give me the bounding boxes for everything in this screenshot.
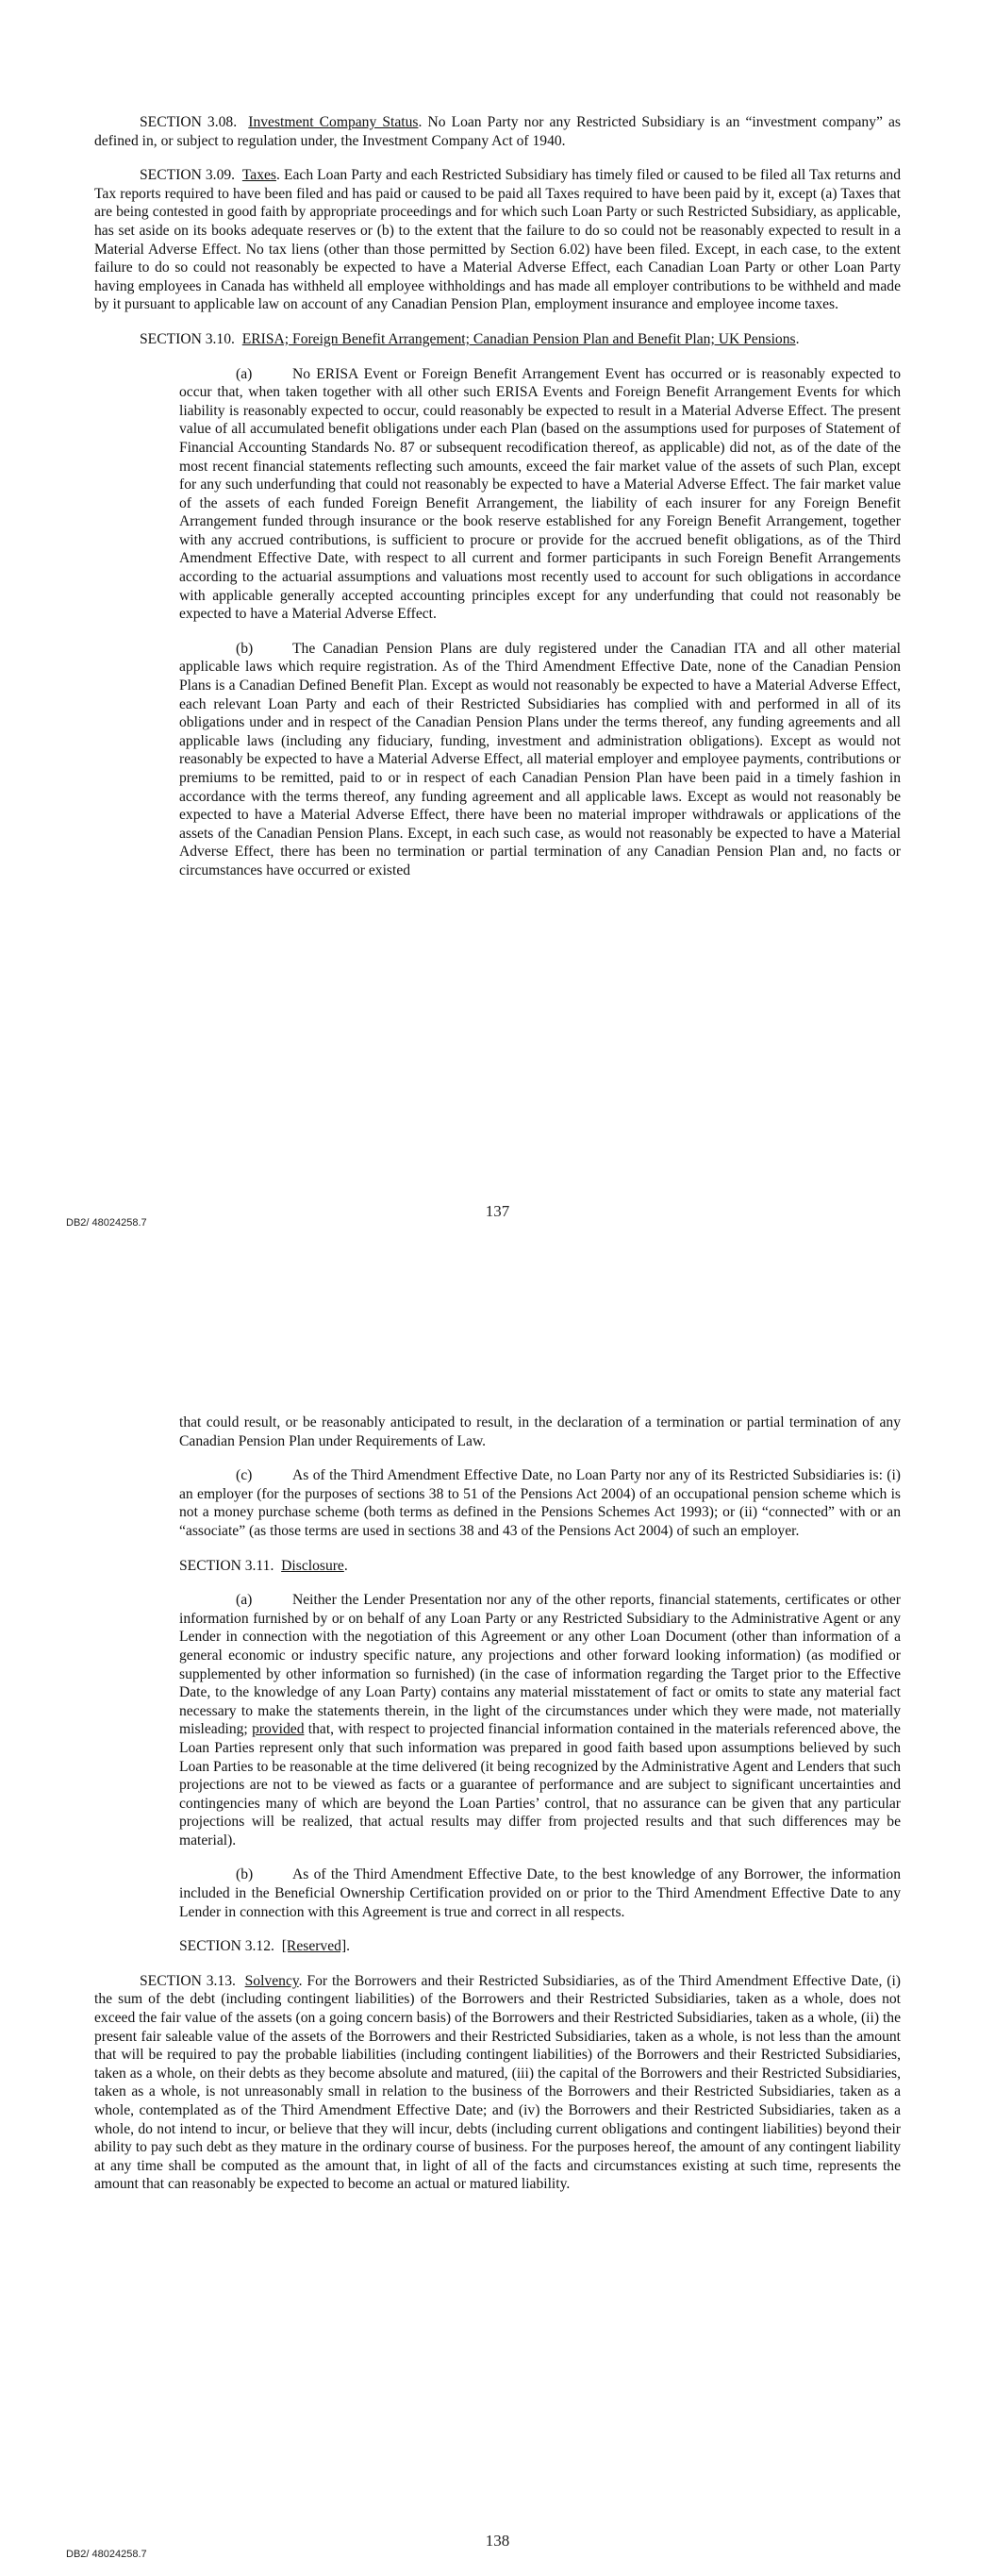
page-number: 137 bbox=[485, 1202, 510, 1220]
clause-label: (b) bbox=[236, 1866, 254, 1883]
section-3-09 bbox=[94, 166, 901, 314]
page-number: 138 bbox=[485, 2532, 510, 2550]
section-tail: . bbox=[795, 330, 800, 347]
page-137 bbox=[0, 0, 995, 1269]
clause-label: (a) bbox=[236, 365, 253, 382]
section-body: . No Loan Party nor any Restricted Subsidiary is an “investment company” as defined in, or subject to regulation under, the Investment Company Act of 1940. bbox=[94, 114, 902, 149]
section-body: . For the Borrowers and their Restricted Subsidiaries, as of the Third Amendment Effective Date, (i) the sum of the debt (including contingent liabilities) of the Borrowers and their Restricted Subsidiaries, taken as a whole, does not exceed the fair value of the assets (on a going concern basis) of the Borrowers and their Restricted Subsidiaries, taken as a whole, (ii) the present fair saleable value of the assets of the Borrowers and their Restricted Subsidiaries, taken as a whole, is not less than the amount that will be required to pay the probable liabilities (including contingent liabilities) of the Borrowers and their Restricted Subsidiaries, taken as a whole, on their debts as they become absolute and matured, (iii) the capital of the Borrowers and their Restricted Subsidiaries, taken as a whole, is not unreasonably small in relation to the business of the Borrowers and their Restricted Subsidiaries, taken as a whole, contemplated as of the Third Amendment Effective Date; and (iv) the Borrowers and their Restricted Subsidiaries, taken as a whole, do not intend to incur, or believe that they will incur, debts (including current obligations and contingent liabilities) beyond their ability to pay such debt as they mature in the ordinary course of business. For the purposes hereof, the amount of any contingent liability at any time shall be computed as the amount that, in light of all of the facts and circumstances existing at such time, represents the amount that can reasonably be expected to become an actual or matured liability. bbox=[94, 1972, 901, 2193]
section-number: SECTION 3.10. bbox=[140, 330, 235, 347]
section-number: SECTION 3.08. bbox=[140, 114, 238, 130]
document-id: DB2/ 48024258.7 bbox=[66, 2549, 147, 2560]
section-number: SECTION 3.13. bbox=[140, 1972, 236, 1989]
section-number: SECTION 3.11. bbox=[179, 1557, 274, 1574]
clause-label: (c) bbox=[236, 1467, 253, 1484]
continuation-text: that could result, or be reasonably anticipated to result, in the declaration of a termination or partial termination of any Canadian Pension Plan under Requirements of Law. bbox=[179, 1414, 901, 1449]
section-3-10-b bbox=[179, 640, 901, 880]
section-3-11-b bbox=[179, 1865, 901, 1921]
section-title: Investment Company Status bbox=[248, 114, 419, 130]
section-3-13 bbox=[94, 1972, 901, 2194]
section-3-10 bbox=[94, 330, 901, 349]
clause-body-before: Neither the Lender Presentation nor any of the other reports, financial statements, certificates or other information furnished by or on behalf of any Loan Party or any Restricted Subsidiary to the Administrative Agent or any Lender in connection with the negotiation of this Agreement or any other Loan Document (other than information of a general economic or industry specific nature, any projections and other forward looking information) (as modified or supplemented by other information so furnished) (in the case of information regarding the Target prior to the Effective Date, to the knowledge of any Loan Party) contains any material misstatement of fact or omits to state any material fact necessary to make the statements therein, in the light of the circumstances under which they were made, not materially misleading; bbox=[179, 1592, 901, 1738]
page-138 bbox=[0, 1269, 995, 2576]
section-3-10-c bbox=[179, 1466, 901, 1540]
section-3-12 bbox=[179, 1937, 901, 1956]
section-number: SECTION 3.09. bbox=[140, 167, 236, 184]
section-tail: . bbox=[346, 1938, 351, 1955]
section-3-11 bbox=[179, 1557, 901, 1576]
section-title: Solvency bbox=[244, 1972, 299, 1989]
clause-body: As of the Third Amendment Effective Date, to the best knowledge of any Borrower, the information included in the Beneficial Ownership Certification provided on or prior to the Third Amendment Effective Date to any Lender in connection with this Agreement is true and correct in all respects. bbox=[179, 1866, 901, 1920]
section-3-10-a bbox=[179, 365, 901, 624]
section-tail: . bbox=[343, 1557, 348, 1574]
clause-body: No ERISA Event or Foreign Benefit Arrangement Event has occurred or is reasonably expected to occur that, when taken together with all other such ERISA Events and Foreign Benefit Arrangement Events for which liability is reasonably expected to occur, could reasonably be expected to result in a Material Adverse Effect. The present value of all accumulated benefit obligations under each Plan (based on the assumptions used for purposes of Statement of Financial Accounting Standards No. 87 or subsequent recodification thereof, as applicable) did not, as of the date of the most recent financial statements reflecting such amounts, exceed the fair market value of the assets of such Plan, except for any such underfunding that could not reasonably be expected to have a Material Adverse Effect. The fair market value of the assets of each funded Foreign Benefit Arrangement, the liability of each insurer for any Foreign Benefit Arrangement funded through insurance or the book reserve established for any Foreign Benefit Arrangement, together with any accrued contributions, is sufficient to procure or provide for the accrued benefit obligations, as of the Third Amendment Effective Date, with respect to all current and former participants in such Foreign Benefit Arrangements according to the actuarial assumptions and valuations most recently used to account for such obligations in accordance with applicable generally accepted accounting principles except for any underfunding that could not reasonably be expected to have a Material Adverse Effect. bbox=[179, 365, 901, 623]
page-137-content bbox=[94, 113, 901, 896]
section-body: . Each Loan Party and each Restricted Subsidiary has timely filed or caused to be filed all Tax returns and Tax reports required to have been filed and has paid or caused to be paid all Taxes required to have been paid by it, except (a) Taxes that are being contested in good faith by appropriate proceedings and for which such Loan Party or such Restricted Subsidiary, as applicable, has set aside on its books adequate reserves or (b) to the extent that the failure to do so could not be reasonably expected to result in a Material Adverse Effect. No tax liens (other than those permitted by Section 6.02) have been filed. Except, in each case, to the extent failure to do so could not reasonably be expected to have a Material Adverse Effect, each Canadian Loan Party or other Loan Party having employees in Canada has withheld all employee withholdings and has made all employer contributions to be withheld and made by it pursuant to applicable law on account of any Canadian Pension Plan, employment insurance and employee income taxes. bbox=[94, 167, 901, 313]
provided-term: provided bbox=[252, 1721, 305, 1738]
section-title: Disclosure bbox=[281, 1557, 344, 1574]
clause-body: The Canadian Pension Plans are duly registered under the Canadian ITA and all other material applicable laws which require registration. As of the Third Amendment Effective Date, none of the Canadian Pension Plans is a Canadian Defined Benefit Plan. Except as would not reasonably be expected to have a Material Adverse Effect, each relevant Loan Party and each of their Restricted Subsidiaries has complied with and performed in all of its obligations under and in respect of the Canadian Pension Plans under the terms thereof, any funding agreements and all applicable laws (including any fiduciary, funding, investment and administration obligations). Except as would not reasonably be expected to have a Material Adverse Effect, all material employer and employee payments, contributions or premiums to be remitted, paid to or in respect of each Canadian Pension Plan have been paid in a timely fashion in accordance with the terms thereof, any funding agreement and all applicable laws. Except as would not reasonably be expected to have a Material Adverse Effect, there have been no material improper withdrawals or applications of the assets of the Canadian Pension Plans. Except, in each such case, as would not reasonably be expected to have a Material Adverse Effect, there has been no termination or partial termination of any Canadian Pension Plan and, no facts or circumstances have occurred or existed bbox=[179, 640, 901, 878]
clause-label: (b) bbox=[236, 640, 254, 657]
clause-label: (a) bbox=[236, 1592, 253, 1609]
section-title: [Reserved] bbox=[281, 1938, 347, 1955]
page-138-content bbox=[94, 1413, 901, 2210]
section-number: SECTION 3.12. bbox=[179, 1938, 274, 1955]
clause-body-after: that, with respect to projected financial information contained in the materials referenced above, the Loan Parties represent only that such information was prepared in good faith based upon assumptions believed by such Loan Parties to be reasonable at the time delivered (it being recognized by the Administrative Agent and Lenders that such projections are not to be viewed as facts or a guarantee of performance and are subject to significant uncertainties and contingencies many of which are beyond the Loan Parties’ control, that no assurance can be given that any particular projections will be realized, that actual results may differ from projected results and that such differences may be material). bbox=[179, 1721, 901, 1848]
section-3-08 bbox=[94, 113, 901, 150]
section-3-11-a bbox=[179, 1591, 901, 1849]
document-id: DB2/ 48024258.7 bbox=[66, 1217, 147, 1229]
section-title: Taxes bbox=[241, 167, 277, 184]
section-title: ERISA; Foreign Benefit Arrangement; Canadian Pension Plan and Benefit Plan; UK Pensions bbox=[241, 330, 796, 347]
clause-body: As of the Third Amendment Effective Date, no Loan Party nor any of its Restricted Subsidiaries is: (i) an employer (for the purposes of sections 38 to 51 of the Pensions Act 2004) of an occupational pension scheme which is not a money purchase scheme (both terms as defined in the Pensions Schemes Act 1993); or (ii) “connected” with or an “associate” (as those terms are used in sections 38 and 43 of the Pensions Act 2004) of such an employer. bbox=[179, 1467, 901, 1539]
